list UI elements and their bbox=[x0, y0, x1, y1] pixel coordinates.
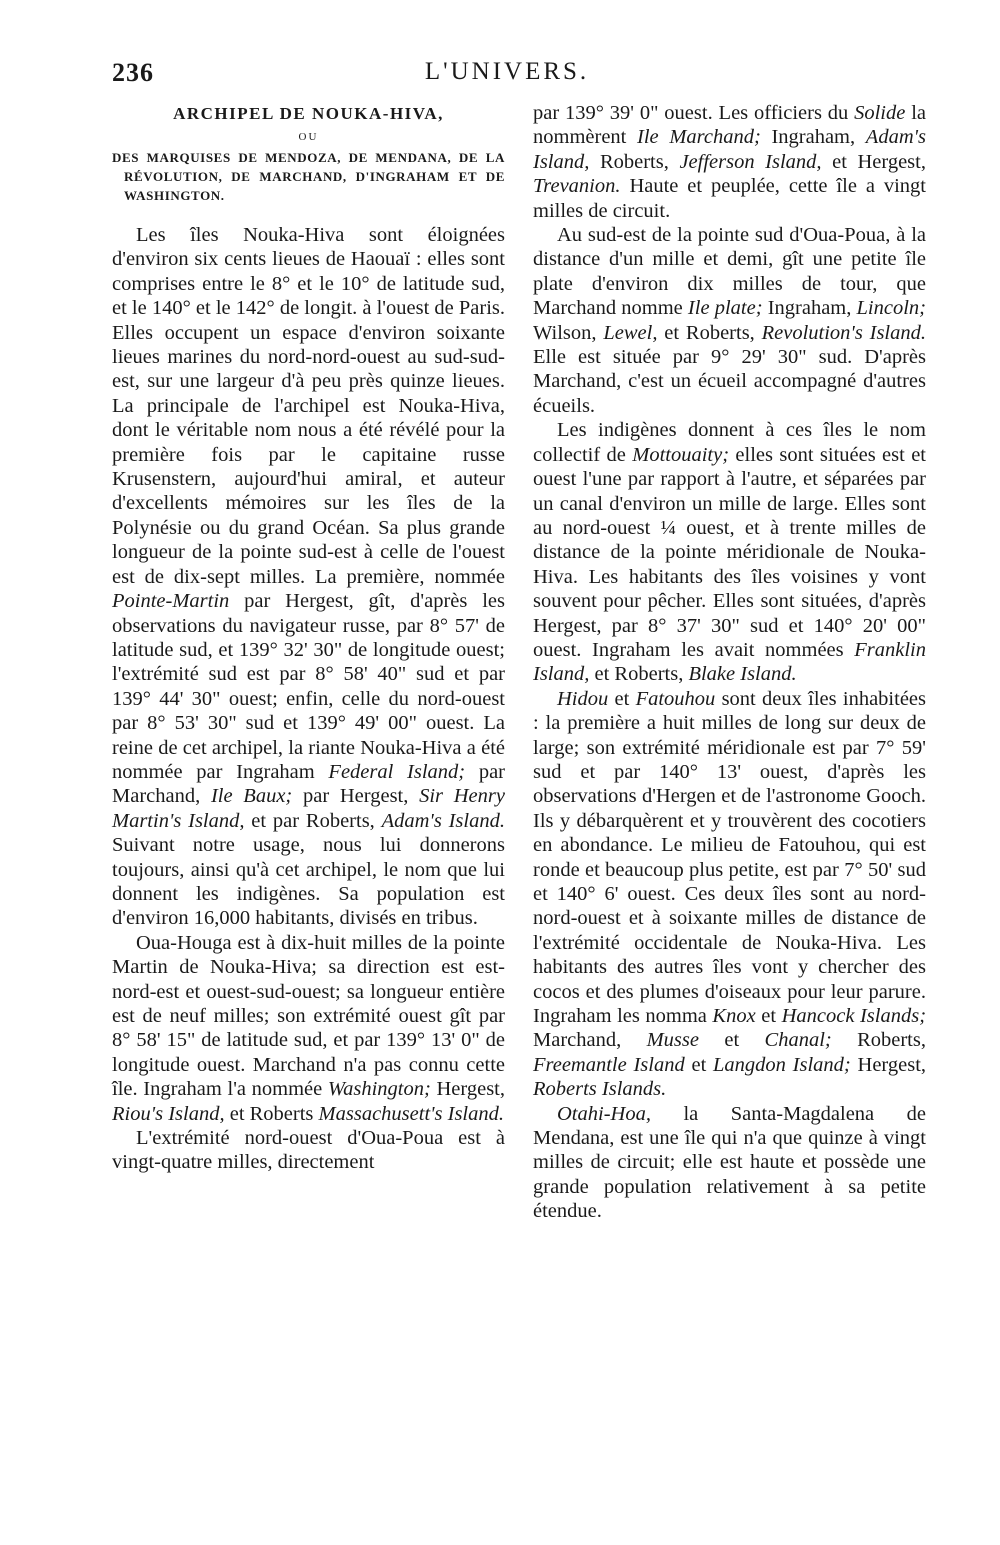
left-column bbox=[112, 103, 505, 1175]
page-number: 236 bbox=[112, 58, 154, 87]
paragraph-oua-houga: Oua-Houga est à dix-huit milles de la pointe Martin de Nouka-Hiva; sa direction est est-nord-est et ouest-sud-ouest; sa longueur entière est de neuf milles; son extrémité ouest gît par 8° 58' 15" de latitude sud, et par 139° 13' 0" de longitude ouest. Marchand n'a pas connu cette île. Ingraham l'a nommée Washington; Hergest, Riou's Island, et Roberts Massachusett's Island. bbox=[112, 931, 505, 1125]
paragraph-ile-plate: Au sud-est de la pointe sud d'Oua-Poua, à la distance d'un mille et demi, gît une petite île plate d'environ dix milles de tour, que Marchand nomme Ile plate; Ingraham, Lincoln; Wilson, Lewel, et Roberts, Revolution's Island. Elle est située par 9° 29' 30" sud. D'après Marchand, c'est un écueil accompagné d'autres écueils. bbox=[533, 224, 926, 417]
paragraph-otahi-hoa: Otahi-Hoa, la Santa-Magdalena de Mendana, est une île qui n'a que quinze à vingt milles de circuit; elle est haute et possède une grande population relativement à sa petite étendue. bbox=[533, 1102, 926, 1223]
section-subtitle: DES MARQUISES DE MENDOZA, DE MENDANA, DE LA RÉVOLUTION, DE MARCHAND, D'INGRAHAM ET DE WASHINGTON. bbox=[112, 150, 505, 203]
paragraph-oua-poua-end: par 139° 39' 0" ouest. Les officiers du Solide la nommèrent Ile Marchand; Ingraham, Adam's Island, Roberts, Jefferson Island, et Hergest, Trevanion. Haute et peuplée, cette île a vingt milles de circuit. bbox=[533, 102, 926, 222]
paragraph-hidou-fatouhou: Hidou et Fatouhou sont deux îles inhabitées : la première a huit milles de long sur deux de large; son extrémité méridionale est par 7° 59' sud et par 140° 13' ouest, d'après les observations d'Hergen et de l'astronome Gooch. Ils y débarquèrent et y trouvèrent des cocotiers en abondance. Le milieu de Fatouhou, qui est ronde et beaucoup plus petite, est par 7° 50' sud et 140° 6' ouest. Ces deux îles sont au nord-nord-ouest et à soixante milles de distance de l'extrémité occidentale de Nouka-Hiva. Les habitants des autres îles vont y chercher des cocos et des plumes d'oiseaux pour leur parure. Ingraham les nomma Knox et Hancock Islands; Marchand, Musse et Chanal; Roberts, Freemantle Island et Langdon Island; Hergest, Roberts Islands. bbox=[533, 687, 927, 1101]
paragraph-mottouaity: Les indigènes donnent à ces îles le nom collectif de Mottouaity; elles sont situées est et ouest l'une par rapport à l'autre, et séparées par un canal d'environ un mille de large. Elles sont au nord-ouest ¼ ouest, et à trente milles de distance de la pointe méridionale de Nouka-Hiva. Les habitants des îles voisines y vont souvent pour pêcher. Elles sont situées, d'après Hergest, par 8° 37' 30" sud et 140° 20' 00" ouest. Ingraham les avait nommées Franklin Island, et Roberts, Blake Island. bbox=[533, 419, 926, 686]
right-column bbox=[533, 103, 926, 1224]
paragraph-nouka-hiva: Les îles Nouka-Hiva sont éloignées d'environ six cents lieues de Haouaï : elles sont comprises entre le 8° et le 10° de latitude sud, et le 140° et le 142° de longit. à l'ouest de Paris. Elles occupent un espace d'environ soixante lieues marines du nord-nord-ouest au sud-sud-est, sur une largeur d'à peu près quinze lieues. La principale de l'archipel est Nouka-Hiva, dont le véritable nom nous a été révélé pour la première fois par le capitaine russe Krusenstern, aujourd'hui amiral, et auteur d'excellents mémoires sur les îles de la Polynésie ou du grand Océan. Sa plus grande longueur de la pointe sud-est à celle de l'ouest est de dix-sept milles. La première, nommée Pointe-Martin par Hergest, gît, d'après les observations du navigateur russe, par 8° 57' de latitude sud, et 139° 32' 30" de longitude ouest; l'extrémité sud est par 8° 58' 40" sud et par 139° 44' 30" ouest; enfin, celle du nord-ouest par 8° 53' 30" sud et 139° 49' 00" ouest. La reine de cet archipel, la riante Nouka-Hiva a été nommée par Ingraham Federal Island; par Marchand, Ile Baux; par Hergest, Sir Henry Martin's Island, et par Roberts, Adam's Island. Suivant notre usage, nous lui donnerons toujours, ainsi qu'à cet archipel, le nom que lui donnent les indigènes. Sa population est d'environ 16,000 habitants, divisés en tribus. bbox=[112, 224, 505, 930]
section-title: ARCHIPEL DE NOUKA-HIVA, bbox=[173, 104, 444, 123]
page-header bbox=[112, 58, 902, 98]
section-conjunction: OU bbox=[298, 131, 319, 143]
running-head: L'UNIVERS. bbox=[424, 58, 590, 85]
paragraph-oua-poua-start: L'extrémité nord-ouest d'Oua-Poua est à vingt-quatre milles, directement bbox=[112, 1127, 505, 1174]
